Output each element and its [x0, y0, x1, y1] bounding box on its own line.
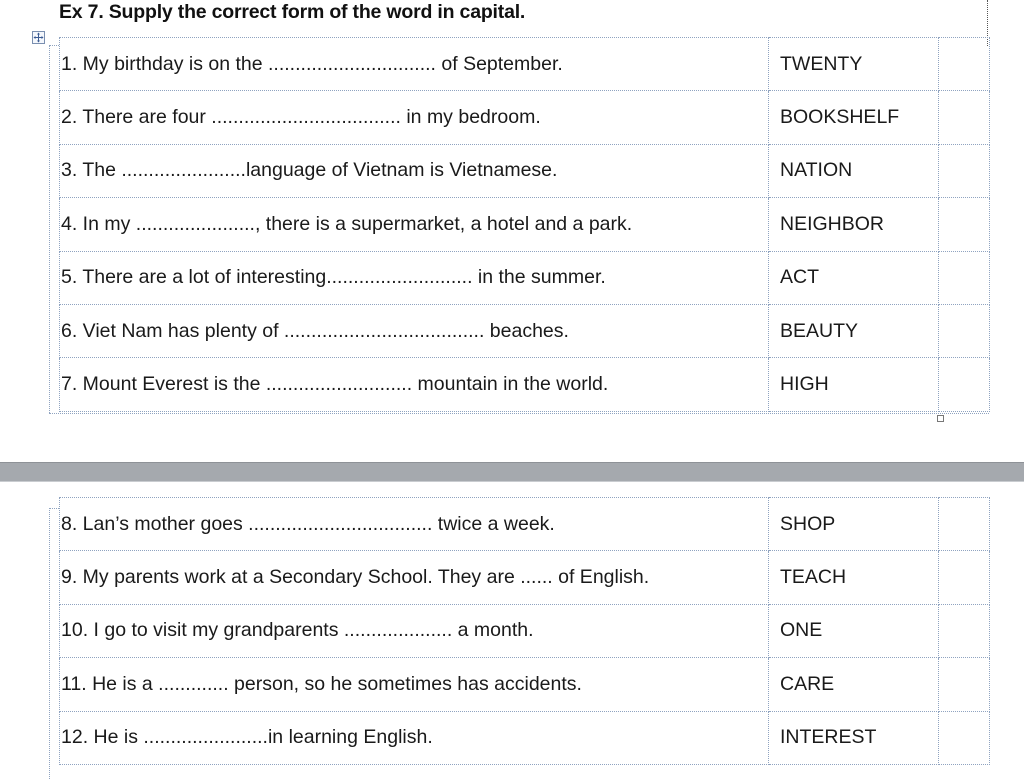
table-move-handle-icon[interactable]: [32, 31, 45, 44]
table-outer-border: [49, 45, 50, 413]
word-cell[interactable]: NEIGHBOR: [769, 198, 939, 251]
exercise-table-page-1: [59, 37, 990, 412]
word-cell[interactable]: BOOKSHELF: [769, 91, 939, 144]
word-cell[interactable]: ONE: [769, 604, 939, 657]
table-row: [60, 251, 990, 304]
page-break-gap: [0, 462, 1024, 482]
sentence-cell[interactable]: 9. My parents work at a Secondary School. They are ...... of English.: [60, 551, 769, 604]
table-row: [60, 38, 990, 91]
sentence-cell[interactable]: 4. In my ......................, there is a supermarket, a hotel and a park.: [60, 198, 769, 251]
table-row: [60, 711, 990, 764]
empty-cell[interactable]: [939, 304, 990, 357]
empty-cell[interactable]: [939, 91, 990, 144]
empty-cell[interactable]: [939, 358, 990, 411]
table-row: [60, 498, 990, 551]
table-outer-border: [49, 413, 989, 414]
table-row: [60, 358, 990, 411]
word-cell[interactable]: ACT: [769, 251, 939, 304]
sentence-cell[interactable]: 8. Lan’s mother goes .................................. twice a week.: [60, 498, 769, 551]
word-cell[interactable]: SHOP: [769, 498, 939, 551]
empty-cell[interactable]: [939, 551, 990, 604]
sentence-cell[interactable]: 5. There are a lot of interesting........................... in the summer.: [60, 251, 769, 304]
sentence-cell[interactable]: 12. He is .......................in learning English.: [60, 711, 769, 764]
table-row: [60, 658, 990, 711]
sentence-cell[interactable]: 7. Mount Everest is the ........................... mountain in the world.: [60, 358, 769, 411]
word-cell[interactable]: NATION: [769, 144, 939, 197]
exercise-table-page-2: [59, 497, 990, 765]
empty-cell[interactable]: [939, 711, 990, 764]
empty-cell[interactable]: [939, 144, 990, 197]
table-outer-border: [49, 45, 59, 46]
sentence-cell[interactable]: 6. Viet Nam has plenty of ..................................... beaches.: [60, 304, 769, 357]
word-cell[interactable]: INTEREST: [769, 711, 939, 764]
table-outer-border: [49, 508, 50, 779]
table-outer-border: [49, 508, 59, 509]
word-cell[interactable]: TWENTY: [769, 38, 939, 91]
exercise-heading: Ex 7. Supply the correct form of the word in capital.: [59, 1, 526, 23]
table-row: [60, 604, 990, 657]
empty-cell[interactable]: [939, 658, 990, 711]
empty-cell[interactable]: [939, 251, 990, 304]
word-cell[interactable]: CARE: [769, 658, 939, 711]
table-row: [60, 304, 990, 357]
sentence-cell[interactable]: 11. He is a ............. person, so he sometimes has accidents.: [60, 658, 769, 711]
sentence-cell[interactable]: 3. The .......................language of Vietnam is Vietnamese.: [60, 144, 769, 197]
table-resize-handle-icon[interactable]: [937, 415, 944, 422]
sentence-cell[interactable]: 10. I go to visit my grandparents .................... a month.: [60, 604, 769, 657]
empty-cell[interactable]: [939, 38, 990, 91]
word-cell[interactable]: TEACH: [769, 551, 939, 604]
word-cell[interactable]: HIGH: [769, 358, 939, 411]
empty-cell[interactable]: [939, 198, 990, 251]
table-row: [60, 198, 990, 251]
sentence-cell[interactable]: 1. My birthday is on the ............................... of September.: [60, 38, 769, 91]
empty-cell[interactable]: [939, 498, 990, 551]
word-cell[interactable]: BEAUTY: [769, 304, 939, 357]
table-row: [60, 551, 990, 604]
table-row: [60, 144, 990, 197]
table-row: [60, 91, 990, 144]
sentence-cell[interactable]: 2. There are four ................................... in my bedroom.: [60, 91, 769, 144]
empty-cell[interactable]: [939, 604, 990, 657]
